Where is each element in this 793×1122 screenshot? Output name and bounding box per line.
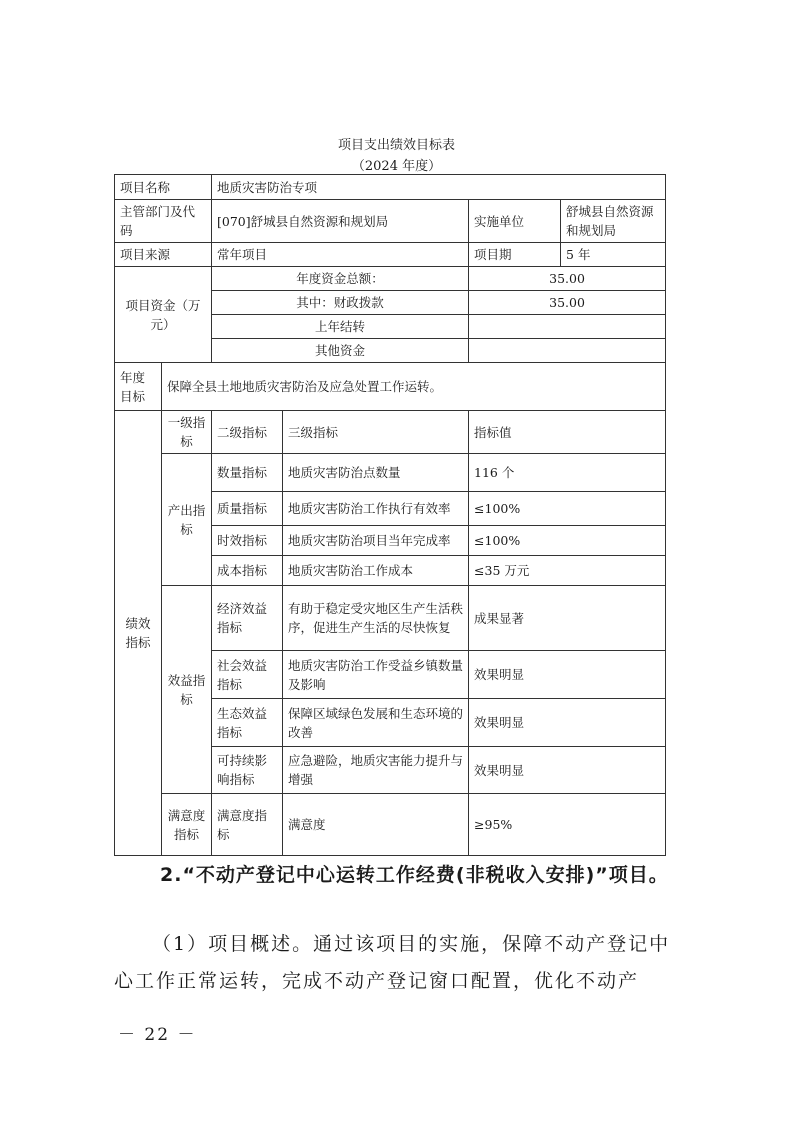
table-row (115, 267, 666, 291)
page-number: － 22 － (118, 1025, 197, 1045)
level2-cell: 经济效益指标 (212, 586, 283, 651)
level3-cell: 满意度 (283, 794, 469, 856)
value-cell: 116 个 (469, 454, 666, 492)
dept-label: 主管部门及代码 (115, 200, 212, 243)
level3-cell: 地质灾害防治点数量 (283, 454, 469, 492)
level2-cell: 满意度指标 (212, 794, 283, 856)
level3-cell: 保障区域绿色发展和生态环境的改善 (283, 699, 469, 747)
goal-label: 年度目标 (115, 363, 162, 411)
funds-total-label: 年度资金总额： (212, 267, 469, 291)
table-year: （2024 年度） (351, 159, 442, 174)
source-value: 常年项目 (212, 243, 469, 267)
level3-cell: 地质灾害防治项目当年完成率 (283, 526, 469, 556)
funds-carry-value (469, 315, 666, 339)
project-name-label: 项目名称 (115, 175, 212, 200)
table-title: 项目支出绩效目标表 (337, 138, 455, 153)
table-row (115, 586, 666, 651)
col-header-l2: 二级指标 (212, 411, 283, 454)
table-row (115, 243, 666, 267)
level3-cell: 地质灾害防治工作执行有效率 (283, 492, 469, 526)
funds-fiscal-label: 其中：财政拨款 (212, 291, 469, 315)
col-header-l1: 一级指标 (162, 411, 212, 454)
funds-other-value (469, 339, 666, 363)
level3-cell: 应急避险，地质灾害能力提升与增强 (283, 747, 469, 794)
value-cell: 效果明显 (469, 747, 666, 794)
perf-label: 绩效指标 (115, 411, 162, 856)
level2-cell: 质量指标 (212, 492, 283, 526)
impl-label: 实施单位 (469, 200, 561, 243)
level3-cell: 地质灾害防治工作受益乡镇数量及影响 (283, 651, 469, 699)
table-row (115, 454, 666, 492)
value-cell: ≤100% (469, 526, 666, 556)
project-name-value: 地质灾害防治专项 (212, 175, 666, 200)
funds-label: 项目资金（万元） (115, 267, 212, 363)
funds-other-label: 其他资金 (212, 339, 469, 363)
table-row (115, 175, 666, 200)
table-row (115, 200, 666, 243)
level2-cell: 可持续影响指标 (212, 747, 283, 794)
level3-cell: 地质灾害防治工作成本 (283, 556, 469, 586)
source-label: 项目来源 (115, 243, 212, 267)
level3-cell: 有助于稳定受灾地区生产生活秩序，促进生产生活的尽快恢复 (283, 586, 469, 651)
benefit-label: 效益指标 (162, 586, 212, 794)
value-cell: ≤100% (469, 492, 666, 526)
level2-cell: 生态效益指标 (212, 699, 283, 747)
level2-cell: 成本指标 (212, 556, 283, 586)
level2-cell: 数量指标 (212, 454, 283, 492)
funds-carry-label: 上年结转 (212, 315, 469, 339)
section-heading (114, 856, 674, 894)
dept-value: [070]舒城县自然资源和规划局 (212, 200, 469, 243)
output-label: 产出指标 (162, 454, 212, 586)
satisfaction-label: 满意度指标 (162, 794, 212, 856)
col-header-value: 指标值 (469, 411, 666, 454)
value-cell: ≥95% (469, 794, 666, 856)
period-value: 5 年 (561, 243, 666, 267)
goal-text: 保障全县土地地质灾害防治及应急处置工作运转。 (162, 363, 666, 411)
table-row (115, 794, 666, 856)
table-row (115, 363, 666, 411)
impl-value: 舒城县自然资源和规划局 (561, 200, 666, 243)
section-heading-text: 2.“不动产登记中心运转工作经费(非税收入安排)”项目。 (160, 864, 669, 886)
col-header-l3: 三级指标 (283, 411, 469, 454)
body-paragraph (114, 926, 674, 1000)
value-cell: 效果明显 (469, 699, 666, 747)
funds-total-value: 35.00 (469, 267, 666, 291)
table-row (115, 411, 666, 454)
funds-fiscal-value: 35.00 (469, 291, 666, 315)
performance-table (114, 174, 666, 856)
value-cell: ≤35 万元 (469, 556, 666, 586)
value-cell: 效果明显 (469, 651, 666, 699)
value-cell: 成果显著 (469, 586, 666, 651)
level2-cell: 时效指标 (212, 526, 283, 556)
period-label: 项目期 (469, 243, 561, 267)
body-paragraph-text: （1）项目概述。通过该项目的实施，保障不动产登记中心工作正常运转，完成不动产登记窗口配置，优化不动产 (114, 933, 671, 992)
level2-cell: 社会效益指标 (212, 651, 283, 699)
